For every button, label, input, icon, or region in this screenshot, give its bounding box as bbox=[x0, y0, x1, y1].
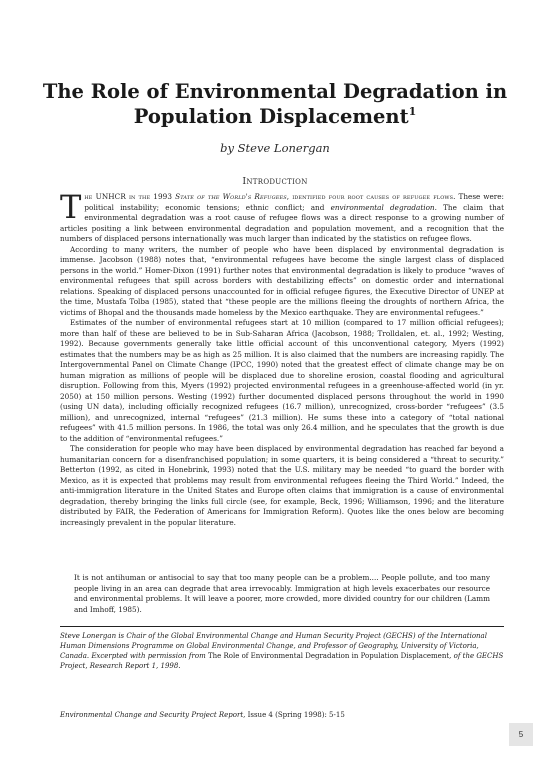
lead-in-text-end: , identified four root causes of refugee flows. bbox=[286, 192, 456, 201]
journal-citation bbox=[60, 710, 504, 720]
paragraph-1-text-end: . The claim that environmental degradation was a root cause of refugee flows was a direct response to a growing number of articles positing a link between environmental degradation and population movement, and a recognition that the numbers of displaced persons internationally was much larger than indicated by the statistics on refugee flows. bbox=[60, 202, 504, 243]
section-heading: Introduction bbox=[242, 176, 308, 187]
emphasis-text: environmental degradation bbox=[330, 202, 435, 212]
drop-cap: T bbox=[60, 188, 82, 226]
article-body bbox=[60, 188, 504, 528]
paragraph-1-text: These were: political instability; economic tensions; ethnic conflict; and bbox=[84, 192, 504, 212]
title-line-1: The Role of Environmental Degradation in bbox=[42, 80, 508, 103]
block-quote: It is not antihuman or antisocial to say that too many people can be a problem.... People pollute, and too many people living in an area can degrade that area irrevocably. Immigration at high levels exacerbates our resource and environmental problems. It will leave a poorer, more crowded, more divided country for our children (Lamm and Imhoff, 1985). bbox=[74, 573, 490, 614]
author-note-text-end: , of the GECHS Project, Research Report 1, 1998. bbox=[60, 652, 504, 670]
excerpt-title: The Role of Environmental Degradation in Population Displacement bbox=[207, 652, 450, 660]
journal-name: Environmental Change and Security Project Report bbox=[60, 711, 244, 719]
title-footnote-mark: 1 bbox=[408, 105, 417, 118]
paragraph-4: The consideration for people who may have been displaced by environmental degradation has reached far beyond a humanitarian concern for a disenfranchised population; in some quarters, it is being considered a “threat to security.” Betterton (1992, as cited in Honebrink, 1993) noted that the U.S. military may be needed “to guard the border with Mexico, as it is expected that problems may result from environmental refugees fleeing the Third World.” Indeed, the anti-immigration literature in the United States and Europe often claims that immigration is a cause of environmental degradation, thereby bringing the links full circle (see, for example, Beck, 1996; Williamson, 1996; and the literature distributed by FAIR, the Federation of Americans for Immigration Reform). Quotes like the ones below are becoming increasingly prevalent in the popular literature. bbox=[60, 444, 504, 527]
lead-in-text: he UNHCR in the 1993 bbox=[84, 192, 176, 201]
paragraph-2: According to many writers, the number of people who have been displaced by environmental degradation is immense. Jacobson (1988) notes that, “environmental refugees have become the single largest class of displaced persons in the world.” Homer-Dixon (1991) further notes that environmental degradation is likely to produce “waves of environmental refugees that spill across borders with destabilizing effects” on domestic order and international relations. Speaking of displaced persons unaccounted for in official refugee figures, the Executive Director of UNEP at the time, Mustafa Tolba (1985), stated that “these people are the millions fleeing the droughts of northern Africa, the victims of Bhopal and the thousands made homeless by the Mexico earthquake. They are environmental refugees.” bbox=[60, 244, 504, 317]
paragraph-3: Estimates of the number of environmental refugees start at 10 million (compared to 17 million official refugees); more than half of these are believed to be in Sub-Saharan Africa (Jacobson, 1988; Trolldalen, et. al., 1992; Westing, 1992). Because governments generally take little official account of this unconventional category, Myers (1992) estimates that the numbers may be as high as 25 million. It is also claimed that the numbers are increasing rapidly. The Intergovernmental Panel on Climate Change (IPCC, 1990) noted that the greatest effect of climate change may be on human migration as millions of people will be displaced due to shoreline erosion, coastal flooding and agricultural disruption. Following from this, Myers (1992) projected environmental refugees in a greenhouse-affected world (in yr. 2050) at 150 million persons. Westing (1992) further documented displaced persons throughout the world in 1990 (using UN data), including officially recognized refugees (16.7 million), unrecognized, cross-border “refugees” (3.5 million), and unrecognized, internal “refugees” (21.3 million). He sums these into a category of “total national refugees” with 41.5 million persons. In 1986, the total was only 26.4 million, and he speculates that the growth is due to the addition of “environmental refugees.” bbox=[60, 318, 504, 443]
paragraph-1 bbox=[60, 188, 504, 245]
author-note-text: Steve Lonergan is Chair of the Global Environmental Change and Human Security Project (GECHS) of the International Human Dimensions Programme on Global Environmental Change, and Professor of Geography, University of Victoria, Canada. Excerpted with permission from bbox=[60, 632, 487, 660]
author-note bbox=[60, 631, 504, 671]
report-title: State of the World's Refugees bbox=[175, 192, 287, 201]
article-title bbox=[40, 79, 510, 129]
page-number: 5 bbox=[509, 723, 533, 746]
title-line-2: Population Displacement bbox=[133, 105, 409, 128]
byline: by Steve Lonergan bbox=[220, 141, 330, 155]
footnote-divider bbox=[60, 626, 504, 627]
citation-details: , Issue 4 (Spring 1998): 5-15 bbox=[243, 711, 345, 719]
